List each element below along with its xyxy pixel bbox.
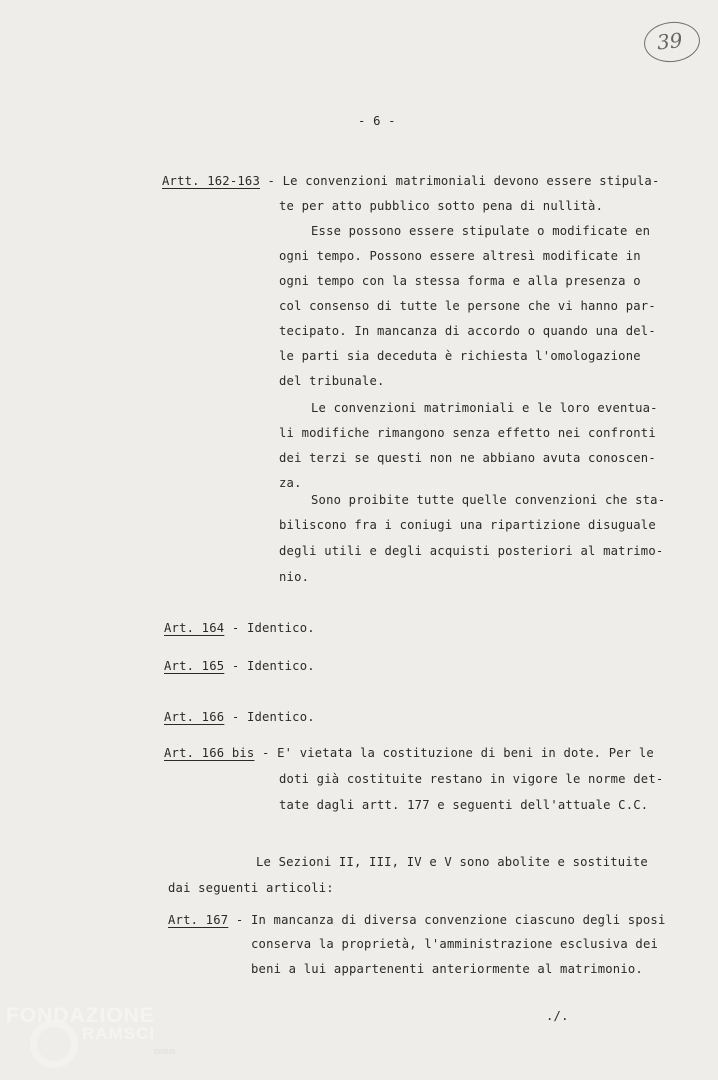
text-line: te per atto pubblico sotto pena di nullità.	[279, 199, 604, 213]
page-annotation-circle	[642, 19, 702, 65]
watermark-line2: RAMSCI	[82, 1024, 156, 1043]
article-ref: Art. 164	[164, 621, 225, 635]
text-line: le parti sia deceduta è richiesta l'omologazione	[279, 349, 641, 363]
article-ref: Art. 165	[164, 659, 225, 673]
continuation-mark: ./.	[546, 1009, 569, 1023]
page-annotation: 39	[655, 27, 684, 55]
text-line: conserva la proprietà, l'amministrazione esclusiva dei	[251, 937, 659, 951]
text-line: degli utili e degli acquisti posteriori al matrimo-	[279, 544, 664, 558]
text-line: Le Sezioni II, III, IV e V sono abolite e sostituite	[256, 855, 648, 869]
text-line: doti già costituite restano in vigore le norme det-	[279, 772, 664, 786]
watermark-small: onlus	[154, 1046, 176, 1056]
text-line: Art. 167 - In mancanza di diversa convenzione ciascuno degli sposi	[168, 913, 666, 927]
text-line: col consenso di tutte le persone che vi hanno par-	[279, 299, 656, 313]
article-ref: Art. 166 bis	[164, 746, 255, 760]
text-line: biliscono fra i coniugi una ripartizione disuguale	[279, 518, 656, 532]
text-line: beni a lui appartenenti anteriormente al matrimonio.	[251, 962, 643, 976]
text-line: Esse possono essere stipulate o modificate en	[311, 224, 651, 238]
article-ref: Artt. 162-163	[162, 174, 260, 188]
watermark-line1: FONDAZIONE	[6, 1004, 155, 1027]
text-line: nio.	[279, 570, 310, 584]
text-line: Artt. 162-163 - Le convenzioni matrimoniali devono essere stipula-	[162, 174, 660, 188]
text-line: ogni tempo con la stessa forma e alla presenza o	[279, 274, 641, 288]
text-line: Le convenzioni matrimoniali e le loro eventua-	[311, 401, 658, 415]
watermark-logo	[4, 1000, 184, 1075]
text-line: Art. 164 - Identico.	[164, 621, 315, 635]
text-line: dei terzi se questi non ne abbiano avuta conoscen-	[279, 451, 656, 465]
text-line: del tribunale.	[279, 374, 385, 388]
text-line: ogni tempo. Possono essere altresì modificate in	[279, 249, 641, 263]
text-line: dai seguenti articoli:	[168, 881, 334, 895]
text-line: Sono proibite tutte quelle convenzioni che sta-	[311, 493, 666, 507]
text-line: tecipato. In mancanza di accordo o quando una del-	[279, 324, 656, 338]
text-line: tate dagli artt. 177 e seguenti dell'attuale C.C.	[279, 798, 649, 812]
page-number: - 6 -	[358, 114, 396, 128]
text-line: Art. 166 bis - E' vietata la costituzione di beni in dote. Per le	[164, 746, 654, 760]
article-ref: Art. 167	[168, 913, 229, 927]
text-line: li modifiche rimangono senza effetto nei confronti	[279, 426, 656, 440]
article-ref: Art. 166	[164, 710, 225, 724]
text-line: Art. 166 - Identico.	[164, 710, 315, 724]
text-line: za.	[279, 476, 302, 490]
text-line: Art. 165 - Identico.	[164, 659, 315, 673]
